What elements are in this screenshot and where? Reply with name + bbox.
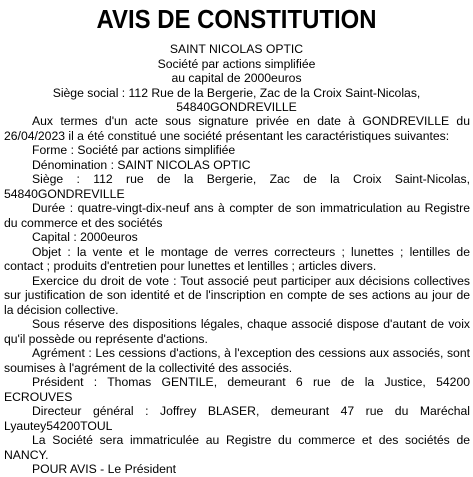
paragraph-signature: POUR AVIS - Le Président (32, 462, 177, 476)
notice-title: AVIS DE CONSTITUTION (96, 4, 377, 34)
paragraph-voix: Sous réserve des dispositions légales, chaque associé dispose d'autant de voix qu'il possède ou représente d'actions. (4, 317, 470, 346)
paragraph-objet: Objet : la vente et le montage de verres correcteurs ; lunettes ; lentilles de contact ; produits d'entretien pour lunettes et lentilles ; articles divers. (4, 244, 470, 273)
notice-body (4, 114, 470, 477)
paragraph-immatriculation: La Société sera immatriculée au Registre du commerce et des sociétés de NANCY. (4, 433, 470, 462)
paragraph-directeur: Directeur général : Joffrey BLASER, demeurant 47 rue du Maréchal Lyautey54200TOUL (4, 404, 470, 433)
company-form: Société par actions simplifiée (157, 56, 316, 71)
company-name: SAINT NICOLAS OPTIC (169, 42, 304, 56)
company-header (0, 42, 473, 115)
paragraph-denomination: Dénomination : SAINT NICOLAS OPTIC (32, 157, 251, 172)
paragraph-intro: Aux termes d'un acte sous signature privée en date à GONDREVILLE du 26/04/2023 il a été constitué une société présentant les caractéristiques suivantes: (4, 114, 470, 143)
company-city: 54840GONDREVILLE (176, 100, 297, 114)
paragraph-siege: Siège : 112 rue de la Bergerie, Zac de la Croix Saint-Nicolas, 54840GONDREVILLE (4, 172, 470, 201)
paragraph-vote: Exercice du droit de vote : Tout associé peut participer aux décisions collectives sur justification de son identité et de l'inscription en compte de ses actions au jour de la décision collective. (4, 273, 470, 317)
paragraph-capital: Capital : 2000euros (32, 230, 138, 244)
paragraph-duree: Durée : quatre-vingt-dix-neuf ans à compter de son immatriculation au Registre du commerce et des sociétés (4, 201, 470, 230)
company-capital: au capital de 2000euros (171, 71, 302, 85)
paragraph-agrement: Agrément : Les cessions d'actions, à l'exception des cessions aux associés, sont soumises à l'agrément de la collectivité des associés. (4, 346, 470, 375)
paragraph-president: Président : Thomas GENTILE, demeurant 6 rue de la Justice, 54200 ECROUVES (4, 375, 470, 404)
paragraph-forme: Forme : Société par actions simplifiée (32, 143, 236, 157)
company-address: Siège social : 112 Rue de la Bergerie, Zac de la Croix Saint-Nicolas, (52, 85, 421, 100)
